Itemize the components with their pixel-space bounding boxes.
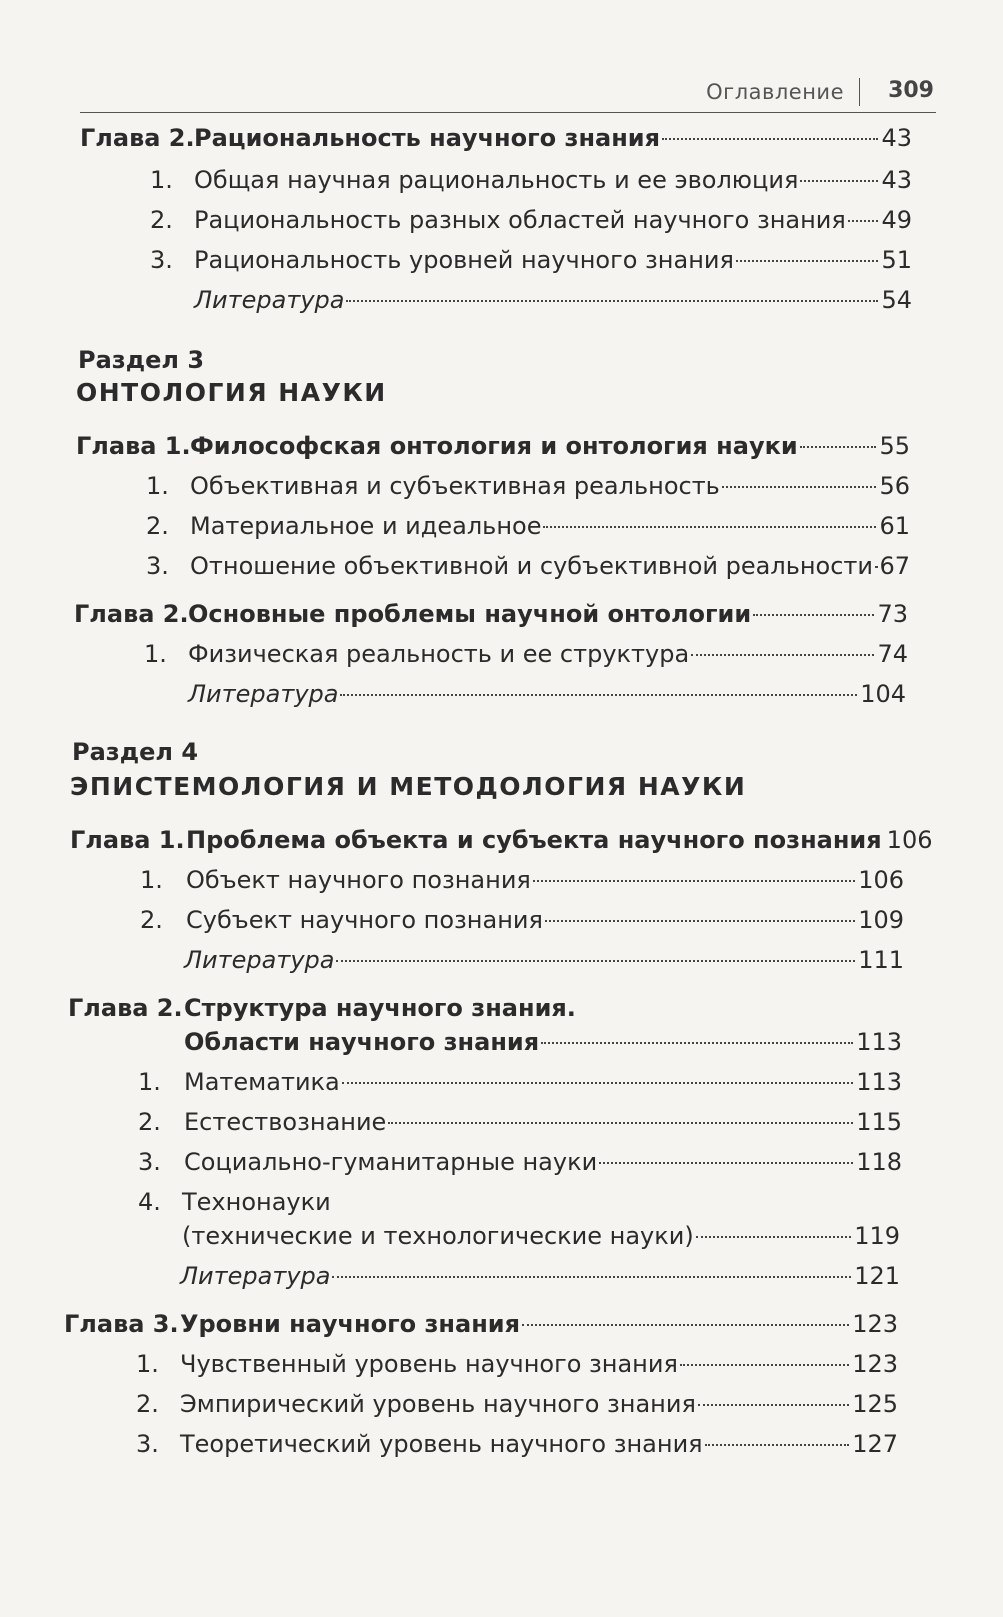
running-header xyxy=(80,76,936,113)
item-title: Общая научная рациональность и ее эволюция xyxy=(194,166,799,194)
item-title: Субъект научного познания xyxy=(186,906,543,934)
dot-leader xyxy=(722,486,877,488)
toc-item-entry xyxy=(140,900,904,940)
dot-leader xyxy=(662,138,878,140)
page-ref: 125 xyxy=(852,1390,898,1418)
item-title: Чувственный уровень научного знания xyxy=(180,1350,678,1378)
toc-chapter-entry xyxy=(64,1304,898,1344)
section-title: ОНТОЛОГИЯ НАУКИ xyxy=(76,378,387,407)
page-ref: 55 xyxy=(879,432,910,460)
chapter-label: Глава 2. xyxy=(74,600,189,628)
dot-leader xyxy=(680,1364,849,1366)
chapter-label: Глава 2. xyxy=(80,124,195,152)
item-number: 1. xyxy=(150,166,173,194)
item-number: 1. xyxy=(140,866,163,894)
item-number: 2. xyxy=(150,206,173,234)
item-number: 1. xyxy=(136,1350,159,1378)
section-label: Раздел 3 xyxy=(78,346,205,374)
toc-item-entry xyxy=(150,160,912,200)
page-ref: 109 xyxy=(858,906,904,934)
toc-literature-entry xyxy=(188,674,906,714)
page-ref: 61 xyxy=(879,512,910,540)
item-title: Материальное и идеальное xyxy=(190,512,542,540)
chapter-title: Проблема объекта и субъекта научного познания xyxy=(186,826,882,854)
toc-item-entry xyxy=(150,200,912,240)
page-number: 309 xyxy=(888,78,934,103)
chapter-title-line2: Области научного знания xyxy=(184,1028,540,1056)
dot-leader xyxy=(346,300,878,302)
toc-item-entry xyxy=(150,240,912,280)
page-ref: 123 xyxy=(852,1310,898,1338)
item-title: Объект научного познания xyxy=(186,866,531,894)
item-title: Физическая реальность и ее структура xyxy=(188,640,690,668)
item-number: 3. xyxy=(146,552,169,580)
dot-leader xyxy=(691,654,874,656)
chapter-title: Основные проблемы научной онтологии xyxy=(188,600,752,628)
toc-item-entry xyxy=(136,1384,898,1424)
item-number: 3. xyxy=(136,1430,159,1458)
item-number: 4. xyxy=(138,1188,161,1216)
dot-leader xyxy=(336,960,855,962)
toc-item-entry xyxy=(182,1216,900,1256)
toc-chapter-entry xyxy=(76,426,910,466)
item-title: Социально-гуманитарные науки xyxy=(184,1148,598,1176)
toc-item-entry xyxy=(146,506,910,546)
dot-leader xyxy=(533,880,855,882)
toc-item-entry xyxy=(138,1062,902,1102)
toc-item-entry xyxy=(140,860,904,900)
literature-title: Литература xyxy=(188,680,339,708)
item-title: Рациональность разных областей научного знания xyxy=(194,206,846,234)
dot-leader xyxy=(388,1122,853,1124)
dot-leader xyxy=(342,1082,853,1084)
dot-leader xyxy=(696,1236,851,1238)
item-number: 3. xyxy=(138,1148,161,1176)
item-title: Теоретический уровень научного знания xyxy=(180,1430,703,1458)
item-number: 3. xyxy=(150,246,173,274)
page-ref: 54 xyxy=(881,286,912,314)
literature-title: Литература xyxy=(184,946,335,974)
page-ref: 106 xyxy=(858,866,904,894)
toc-item-entry xyxy=(138,1102,902,1142)
item-number: 2. xyxy=(146,512,169,540)
running-header-separator xyxy=(859,78,861,106)
dot-leader xyxy=(705,1444,850,1446)
section-title: ЭПИСТЕМОЛОГИЯ И МЕТОДОЛОГИЯ НАУКИ xyxy=(70,772,747,801)
literature-title: Литература xyxy=(194,286,345,314)
item-title: Рациональность уровней научного знания xyxy=(194,246,734,274)
item-number: 2. xyxy=(136,1390,159,1418)
page-ref: 121 xyxy=(854,1262,900,1290)
toc-literature-entry xyxy=(180,1256,900,1296)
page-ref: 73 xyxy=(877,600,908,628)
chapter-label: Глава 1. xyxy=(70,826,185,854)
item-title-line1: Технонауки xyxy=(182,1188,331,1216)
page-ref: 111 xyxy=(858,946,904,974)
page-ref: 74 xyxy=(877,640,908,668)
page-ref: 49 xyxy=(881,206,912,234)
dot-leader xyxy=(545,920,855,922)
chapter-title: Уровни научного знания xyxy=(180,1310,520,1338)
dot-leader xyxy=(599,1162,853,1164)
toc-item-entry xyxy=(136,1344,898,1384)
dot-leader xyxy=(340,694,857,696)
toc-chapter-entry xyxy=(184,1022,902,1062)
chapter-title: Рациональность научного знания xyxy=(194,124,661,152)
item-title: Отношение объективной и субъективной реальности xyxy=(190,552,873,580)
dot-leader xyxy=(522,1324,849,1326)
chapter-title: Философская онтология и онтология науки xyxy=(190,432,798,460)
toc-item-entry xyxy=(146,466,910,506)
page-ref: 43 xyxy=(881,124,912,152)
dot-leader xyxy=(800,180,878,182)
item-number: 2. xyxy=(140,906,163,934)
page-ref: 115 xyxy=(856,1108,902,1136)
dot-leader xyxy=(848,220,879,222)
literature-title: Литература xyxy=(180,1262,331,1290)
toc-literature-entry xyxy=(184,940,904,980)
toc-item-entry xyxy=(138,1142,902,1182)
chapter-label: Глава 3. xyxy=(64,1310,179,1338)
toc-item-entry xyxy=(136,1424,898,1464)
item-title: Естествознание xyxy=(184,1108,387,1136)
item-title-line2: (технические и технологические науки) xyxy=(182,1222,694,1250)
page-ref: 106 xyxy=(886,826,933,854)
page-ref: 113 xyxy=(856,1028,902,1056)
running-header-title: Оглавление xyxy=(706,80,844,104)
toc-item-entry xyxy=(144,634,908,674)
chapter-title-line1: Структура научного знания. xyxy=(184,994,576,1022)
toc-chapter-entry xyxy=(70,820,933,860)
dot-leader xyxy=(875,566,876,568)
page-ref: 104 xyxy=(860,680,906,708)
toc-chapter-entry xyxy=(80,118,912,158)
page-ref: 67 xyxy=(879,552,910,580)
dot-leader xyxy=(543,526,876,528)
dot-leader xyxy=(753,614,874,616)
dot-leader xyxy=(541,1042,853,1044)
page-ref: 127 xyxy=(852,1430,898,1458)
toc-literature-entry xyxy=(194,280,912,320)
dot-leader xyxy=(736,260,879,262)
toc-item-entry xyxy=(146,546,910,586)
toc-chapter-entry xyxy=(74,594,908,634)
page-ref: 43 xyxy=(881,166,912,194)
item-title: Математика xyxy=(184,1068,340,1096)
dot-leader xyxy=(800,446,877,448)
dot-leader xyxy=(332,1276,851,1278)
item-title: Эмпирический уровень научного знания xyxy=(180,1390,696,1418)
item-title: Объективная и субъективная реальность xyxy=(190,472,720,500)
chapter-label: Глава 2. xyxy=(68,994,183,1022)
page-ref: 113 xyxy=(856,1068,902,1096)
page-ref: 56 xyxy=(879,472,910,500)
item-number: 2. xyxy=(138,1108,161,1136)
item-number: 1. xyxy=(146,472,169,500)
page-ref: 123 xyxy=(852,1350,898,1378)
item-number: 1. xyxy=(138,1068,161,1096)
page-ref: 118 xyxy=(856,1148,902,1176)
chapter-label: Глава 1. xyxy=(76,432,191,460)
dot-leader xyxy=(698,1404,849,1406)
section-label: Раздел 4 xyxy=(72,738,199,766)
item-number: 1. xyxy=(144,640,167,668)
page-ref: 119 xyxy=(854,1222,900,1250)
page-ref: 51 xyxy=(881,246,912,274)
